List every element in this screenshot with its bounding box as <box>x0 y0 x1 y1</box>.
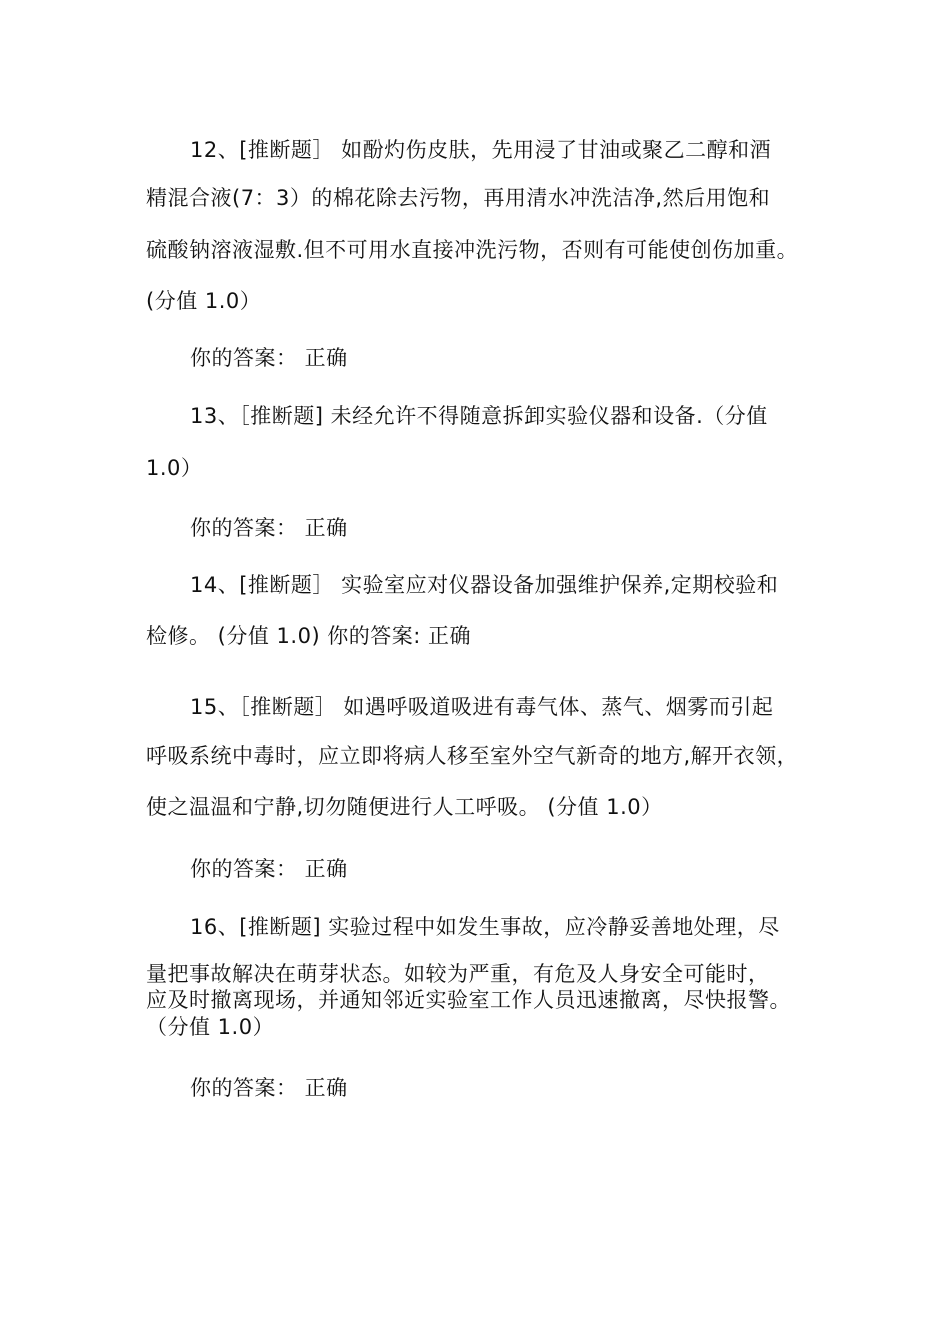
question-16-line-2: 量把事故解决在萌芽状态。如较为严重，有危及人身安全可能时， <box>146 962 770 986</box>
question-13-answer: 你的答案： 正确 <box>190 516 348 540</box>
question-12-score: (分值 1.0） <box>146 289 262 313</box>
question-15-line-3: 使之温温和宁静,切勿随便进行人工呼吸。 (分值 1.0） <box>146 795 663 819</box>
question-15-line-2: 呼吸系统中毒时，应立即将病人移至室外空气新奇的地方,解开衣领， <box>146 744 799 768</box>
question-14-line-2: 检修。 (分值 1.0) 你的答案: 正确 <box>146 624 472 648</box>
question-14-line-1: 14、[推断题］ 实验室应对仪器设备加强维护保养,定期校验和 <box>190 573 779 597</box>
question-16-answer: 你的答案： 正确 <box>190 1076 348 1100</box>
question-16-line-3: 应及时撤离现场，并通知邻近实验室工作人员迅速撤离，尽快报警。 <box>146 988 791 1012</box>
question-13-line-2: 1.0） <box>146 456 203 480</box>
question-12-line-1: 12、[推断题］ 如酚灼伤皮肤，先用浸了甘油或聚乙二醇和酒 <box>190 138 772 162</box>
question-16-line-1: 16、[推断题] 实验过程中如发生事故，应冷静妥善地处理，尽 <box>190 915 780 939</box>
question-16-score: （分值 1.0） <box>146 1015 275 1039</box>
question-12-line-2: 精混合液(7：3）的棉花除去污物，再用清水冲洗洁净,然后用饱和 <box>146 186 771 210</box>
question-13-line-1: 13、［推断题] 未经允许不得随意拆卸实验仪器和设备.（分值 <box>190 404 768 428</box>
question-15-line-1: 15、［推断题］ 如遇呼吸道吸进有毒气体、蒸气、烟雾而引起 <box>190 695 774 719</box>
question-12-answer: 你的答案： 正确 <box>190 346 348 370</box>
question-12-line-3: 硫酸钠溶液湿敷.但不可用水直接冲洗污物，否则有可能使创伤加重。 <box>146 238 799 262</box>
question-15-answer: 你的答案： 正确 <box>190 857 348 881</box>
